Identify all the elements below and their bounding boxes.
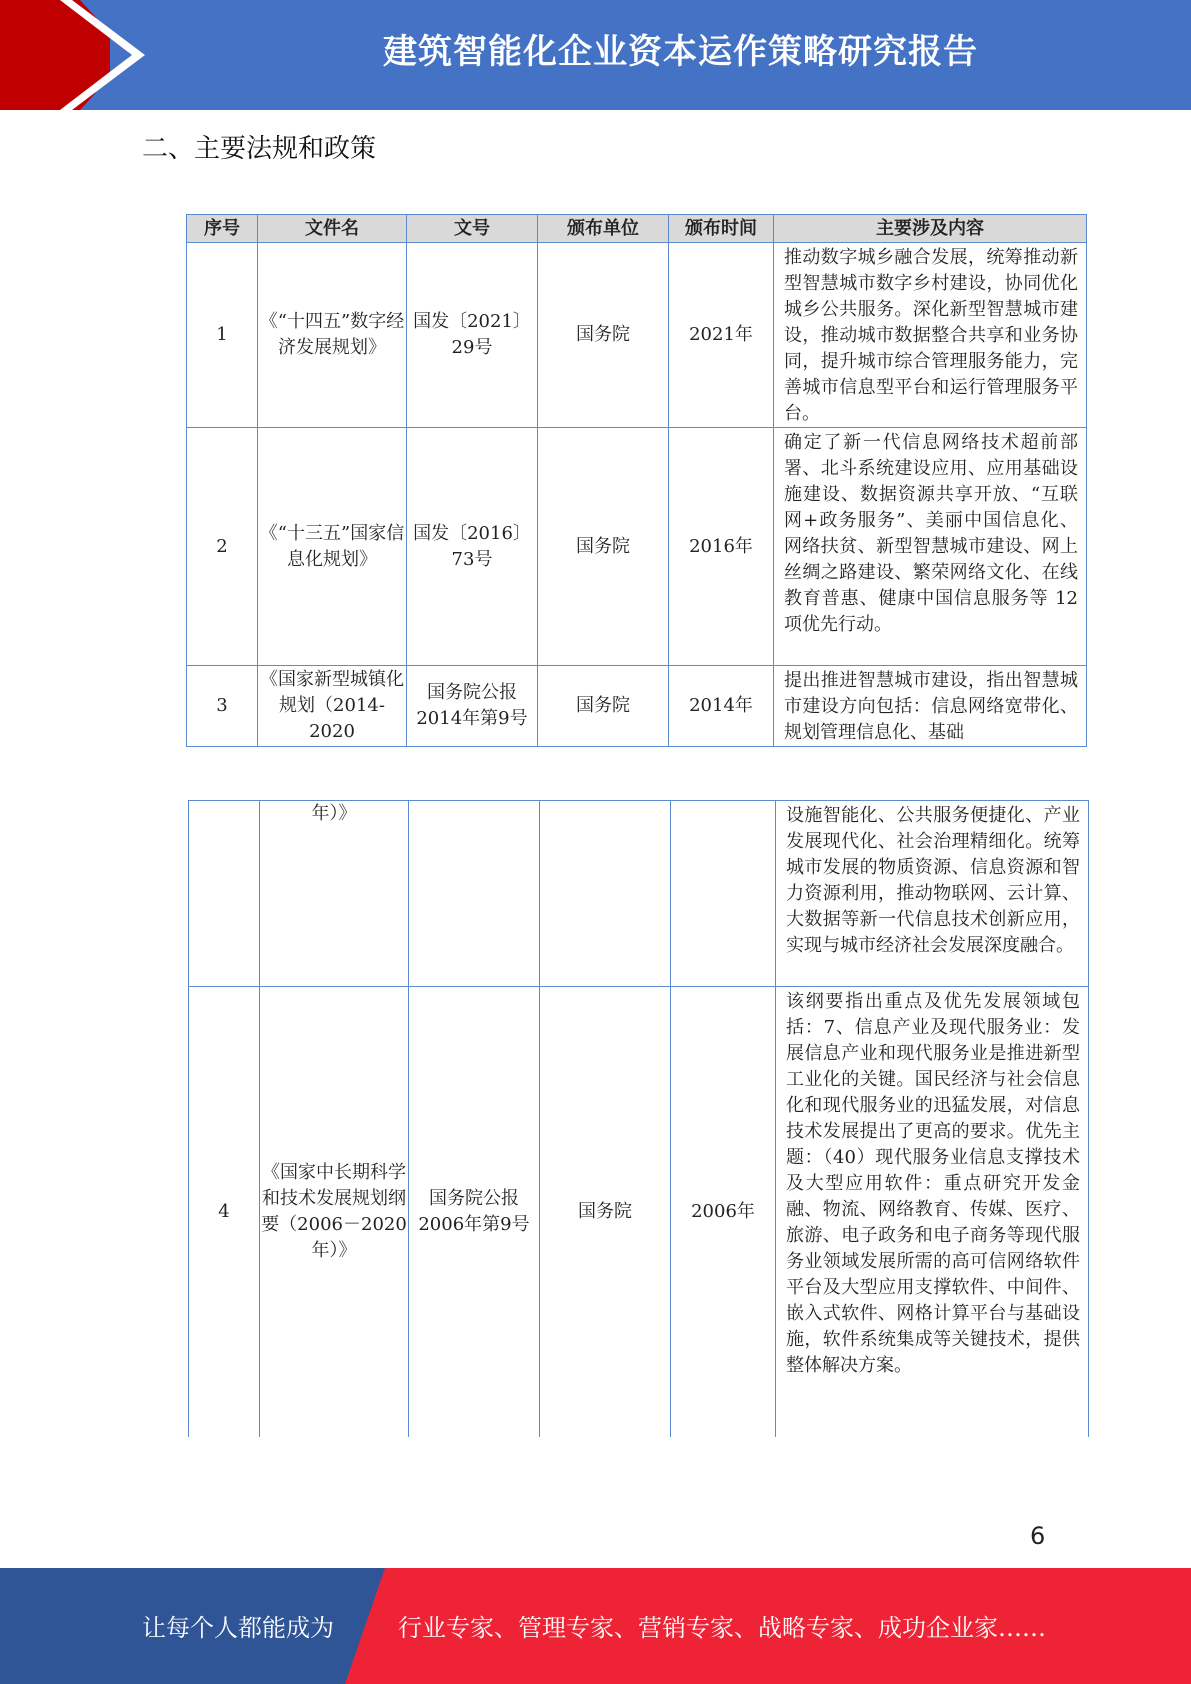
policy-table-part-1 (186, 214, 1087, 747)
section-heading: 二、主要法规和政策 (142, 134, 377, 164)
main-content-continued: 设施智能化、公共服务便捷化、产业发展现代化、社会治理精细化。统筹城市发展的物质资源、信息资源和智力资源利用，推动物联网、云计算、大数据等新一代信息技术创新应用，实现与城市经济社会发展深度融合。 (776, 801, 1089, 987)
row-number (189, 801, 260, 987)
document-name: 《国家中长期科学和技术发展规划纲要（2006－2020年）》 (260, 987, 409, 1437)
main-content: 确定了新一代信息网络技术超前部署、北斗系统建设应用、应用基础设施建设、数据资源共享开放、“互联网+政务服务”、美丽中国信息化、网络扶贫、新型智慧城市建设、网上丝绸之路建设、繁荣网络文化、在线教育普惠、健康中国信息服务等 12 项优先行动。 (774, 428, 1087, 666)
main-content: 提出推进智慧城市建设，指出智慧城市建设方向包括：信息网络宽带化、规划管理信息化、基础 (774, 666, 1087, 747)
main-content: 该纲要指出重点及优先发展领域包括：7、信息产业及现代服务业：发展信息产业和现代服务业是推进新型工业化的关键。国民经济与社会信息化和现代服务业的迅猛发展，对信息技术发展提出了更高的要求。优先主题：（40）现代服务业信息支撑技术及大型应用软件：重点研究开发金融、物流、网络教育、传媒、医疗、旅游、电子政务和电子商务等现代服务业领域发展所需的高可信网络软件平台及大型应用支撑软件、中间件、嵌入式软件、网格计算平台与基础设施，软件系统集成等关键技术，提供整体解决方案。 (776, 987, 1089, 1437)
table-row-continued (189, 801, 1089, 987)
row-number: 1 (187, 243, 258, 428)
column-header: 颁布单位 (538, 215, 669, 243)
issuer: 国务院 (538, 666, 669, 747)
issue-date: 2014年 (669, 666, 774, 747)
table-row (189, 987, 1089, 1437)
document-number: 国务院公报2014年第9号 (407, 666, 538, 747)
footer-slogan-right: 行业专家、管理专家、营销专家、战略专家、成功企业家…… (398, 1614, 1046, 1642)
row-number: 3 (187, 666, 258, 747)
report-title: 建筑智能化企业资本运作策略研究报告 (383, 32, 978, 72)
column-header: 序号 (187, 215, 258, 243)
column-header: 文件名 (258, 215, 407, 243)
column-header: 文号 (407, 215, 538, 243)
issuer: 国务院 (538, 428, 669, 666)
document-number (409, 801, 540, 987)
document-number: 国发〔2021〕29号 (407, 243, 538, 428)
column-header: 颁布时间 (669, 215, 774, 243)
issuer: 国务院 (538, 243, 669, 428)
table-header-row (187, 215, 1087, 243)
issue-date: 2006年 (671, 987, 776, 1437)
main-content: 推动数字城乡融合发展，统筹推动新型智慧城市数字乡村建设，协同优化城乡公共服务。深化新型智慧城市建设，推动城市数据整合共享和业务协同，提升城市综合管理服务能力，完善城市信息型平台和运行管理服务平台。 (774, 243, 1087, 428)
page-header (0, 0, 1191, 110)
footer-slogan-left: 让每个人都能成为 (142, 1614, 334, 1642)
policy-table-part-2 (188, 800, 1089, 1437)
issue-date (671, 801, 776, 987)
document-name: 《“十四五”数字经济发展规划》 (258, 243, 407, 428)
column-header: 主要涉及内容 (774, 215, 1087, 243)
issue-date: 2021年 (669, 243, 774, 428)
document-number: 国发〔2016〕73号 (407, 428, 538, 666)
row-number: 4 (189, 987, 260, 1437)
document-name: 《“十三五”国家信息化规划》 (258, 428, 407, 666)
table-row (187, 428, 1087, 666)
page-number: 6 (1030, 1522, 1046, 1550)
issuer: 国务院 (540, 987, 671, 1437)
page-footer (0, 1568, 1191, 1684)
table-row (187, 666, 1087, 747)
document-name-continued: 年）》 (260, 801, 409, 987)
document-name: 《国家新型城镇化规划（2014-2020 (258, 666, 407, 747)
table-row (187, 243, 1087, 428)
row-number: 2 (187, 428, 258, 666)
issuer (540, 801, 671, 987)
document-number: 国务院公报2006年第9号 (409, 987, 540, 1437)
issue-date: 2016年 (669, 428, 774, 666)
